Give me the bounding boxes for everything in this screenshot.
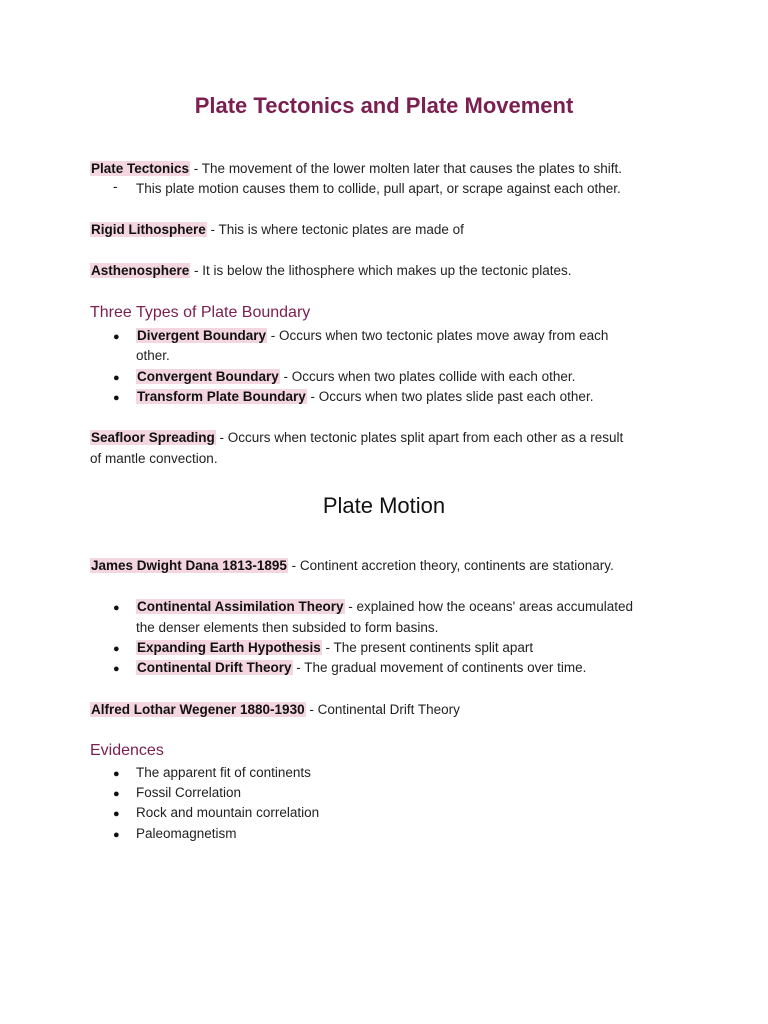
definition-text: - It is below the lithosphere which makes up the tectonic plates. [190,263,572,278]
list-item-continuation: the denser elements then subsided to form basins. [136,620,439,635]
sub-point: This plate motion causes them to collide, pull apart, or scrape against each other. [136,181,621,196]
page-title: Plate Tectonics and Plate Movement [194,93,574,118]
definition-seafloor-spreading [90,428,623,448]
definition-text: - Continent accretion theory, continents are stationary. [287,558,614,573]
item-text: - explained how the oceans' areas accumulated [344,599,634,614]
item-text: - Occurs when two plates collide with each other. [279,369,576,384]
section-heading-evidences: Evidences [90,742,164,759]
list-item-divergent [136,326,608,346]
section-heading-plate-motion: Plate Motion [322,493,446,518]
item-text: - The gradual movement of continents over time. [292,660,587,675]
bullet-icon: ● [113,808,120,820]
term-highlight: Continental Assimilation Theory [137,599,344,614]
term-highlight: Divergent Boundary [137,328,267,343]
bullet-icon: ● [113,643,120,655]
term-highlight: Transform Plate Boundary [137,389,306,404]
list-item-convergent [136,367,575,387]
list-item-continuation: other. [136,348,170,363]
definition-rigid-lithosphere [90,220,464,240]
bullet-icon: ● [113,392,120,404]
item-text: - Occurs when two plates slide past each other. [306,389,594,404]
bullet-icon: ● [113,331,120,343]
item-text: - Occurs when two tectonic plates move away from each [267,328,609,343]
list-item: Paleomagnetism [136,826,237,841]
term-highlight: Expanding Earth Hypothesis [137,640,321,655]
list-item: The apparent fit of continents [136,765,311,780]
list-item: Fossil Correlation [136,785,242,800]
item-text: - The present continents split apart [321,640,534,655]
bullet-icon: ● [113,372,120,384]
term-highlight: Convergent Boundary [137,369,279,384]
list-item-expanding-earth [136,638,533,658]
bullet-icon: ● [113,788,120,800]
definition-wegener [90,700,460,720]
definition-dana [90,556,614,576]
term-highlight: Continental Drift Theory [137,660,292,675]
list-item-transform [136,387,593,407]
definition-continuation: of mantle convection. [90,451,218,466]
term-highlight: Asthenosphere [91,263,190,278]
list-item-continental-drift [136,658,586,678]
definition-text: - The movement of the lower molten later that causes the plates to shift. [190,161,623,176]
term-highlight: Plate Tectonics [91,161,190,176]
list-item-assimilation [136,597,633,617]
bullet-icon: ● [113,829,120,841]
term-highlight: James Dwight Dana 1813-1895 [91,558,287,573]
dash-marker: - [113,179,118,194]
section-heading-boundaries: Three Types of Plate Boundary [90,304,311,321]
term-highlight: Alfred Lothar Wegener 1880-1930 [91,702,305,717]
definition-text: - Continental Drift Theory [305,702,460,717]
bullet-icon: ● [113,768,120,780]
term-highlight: Seafloor Spreading [91,430,215,445]
definition-asthenosphere [90,261,571,281]
definition-plate-tectonics [90,159,622,179]
list-item: Rock and mountain correlation [136,805,320,820]
definition-text: - Occurs when tectonic plates split apart from each other as a result [215,430,624,445]
bullet-icon: ● [113,602,120,614]
bullet-icon: ● [113,663,120,675]
term-highlight: Rigid Lithosphere [91,222,206,237]
definition-text: - This is where tectonic plates are made of [206,222,464,237]
